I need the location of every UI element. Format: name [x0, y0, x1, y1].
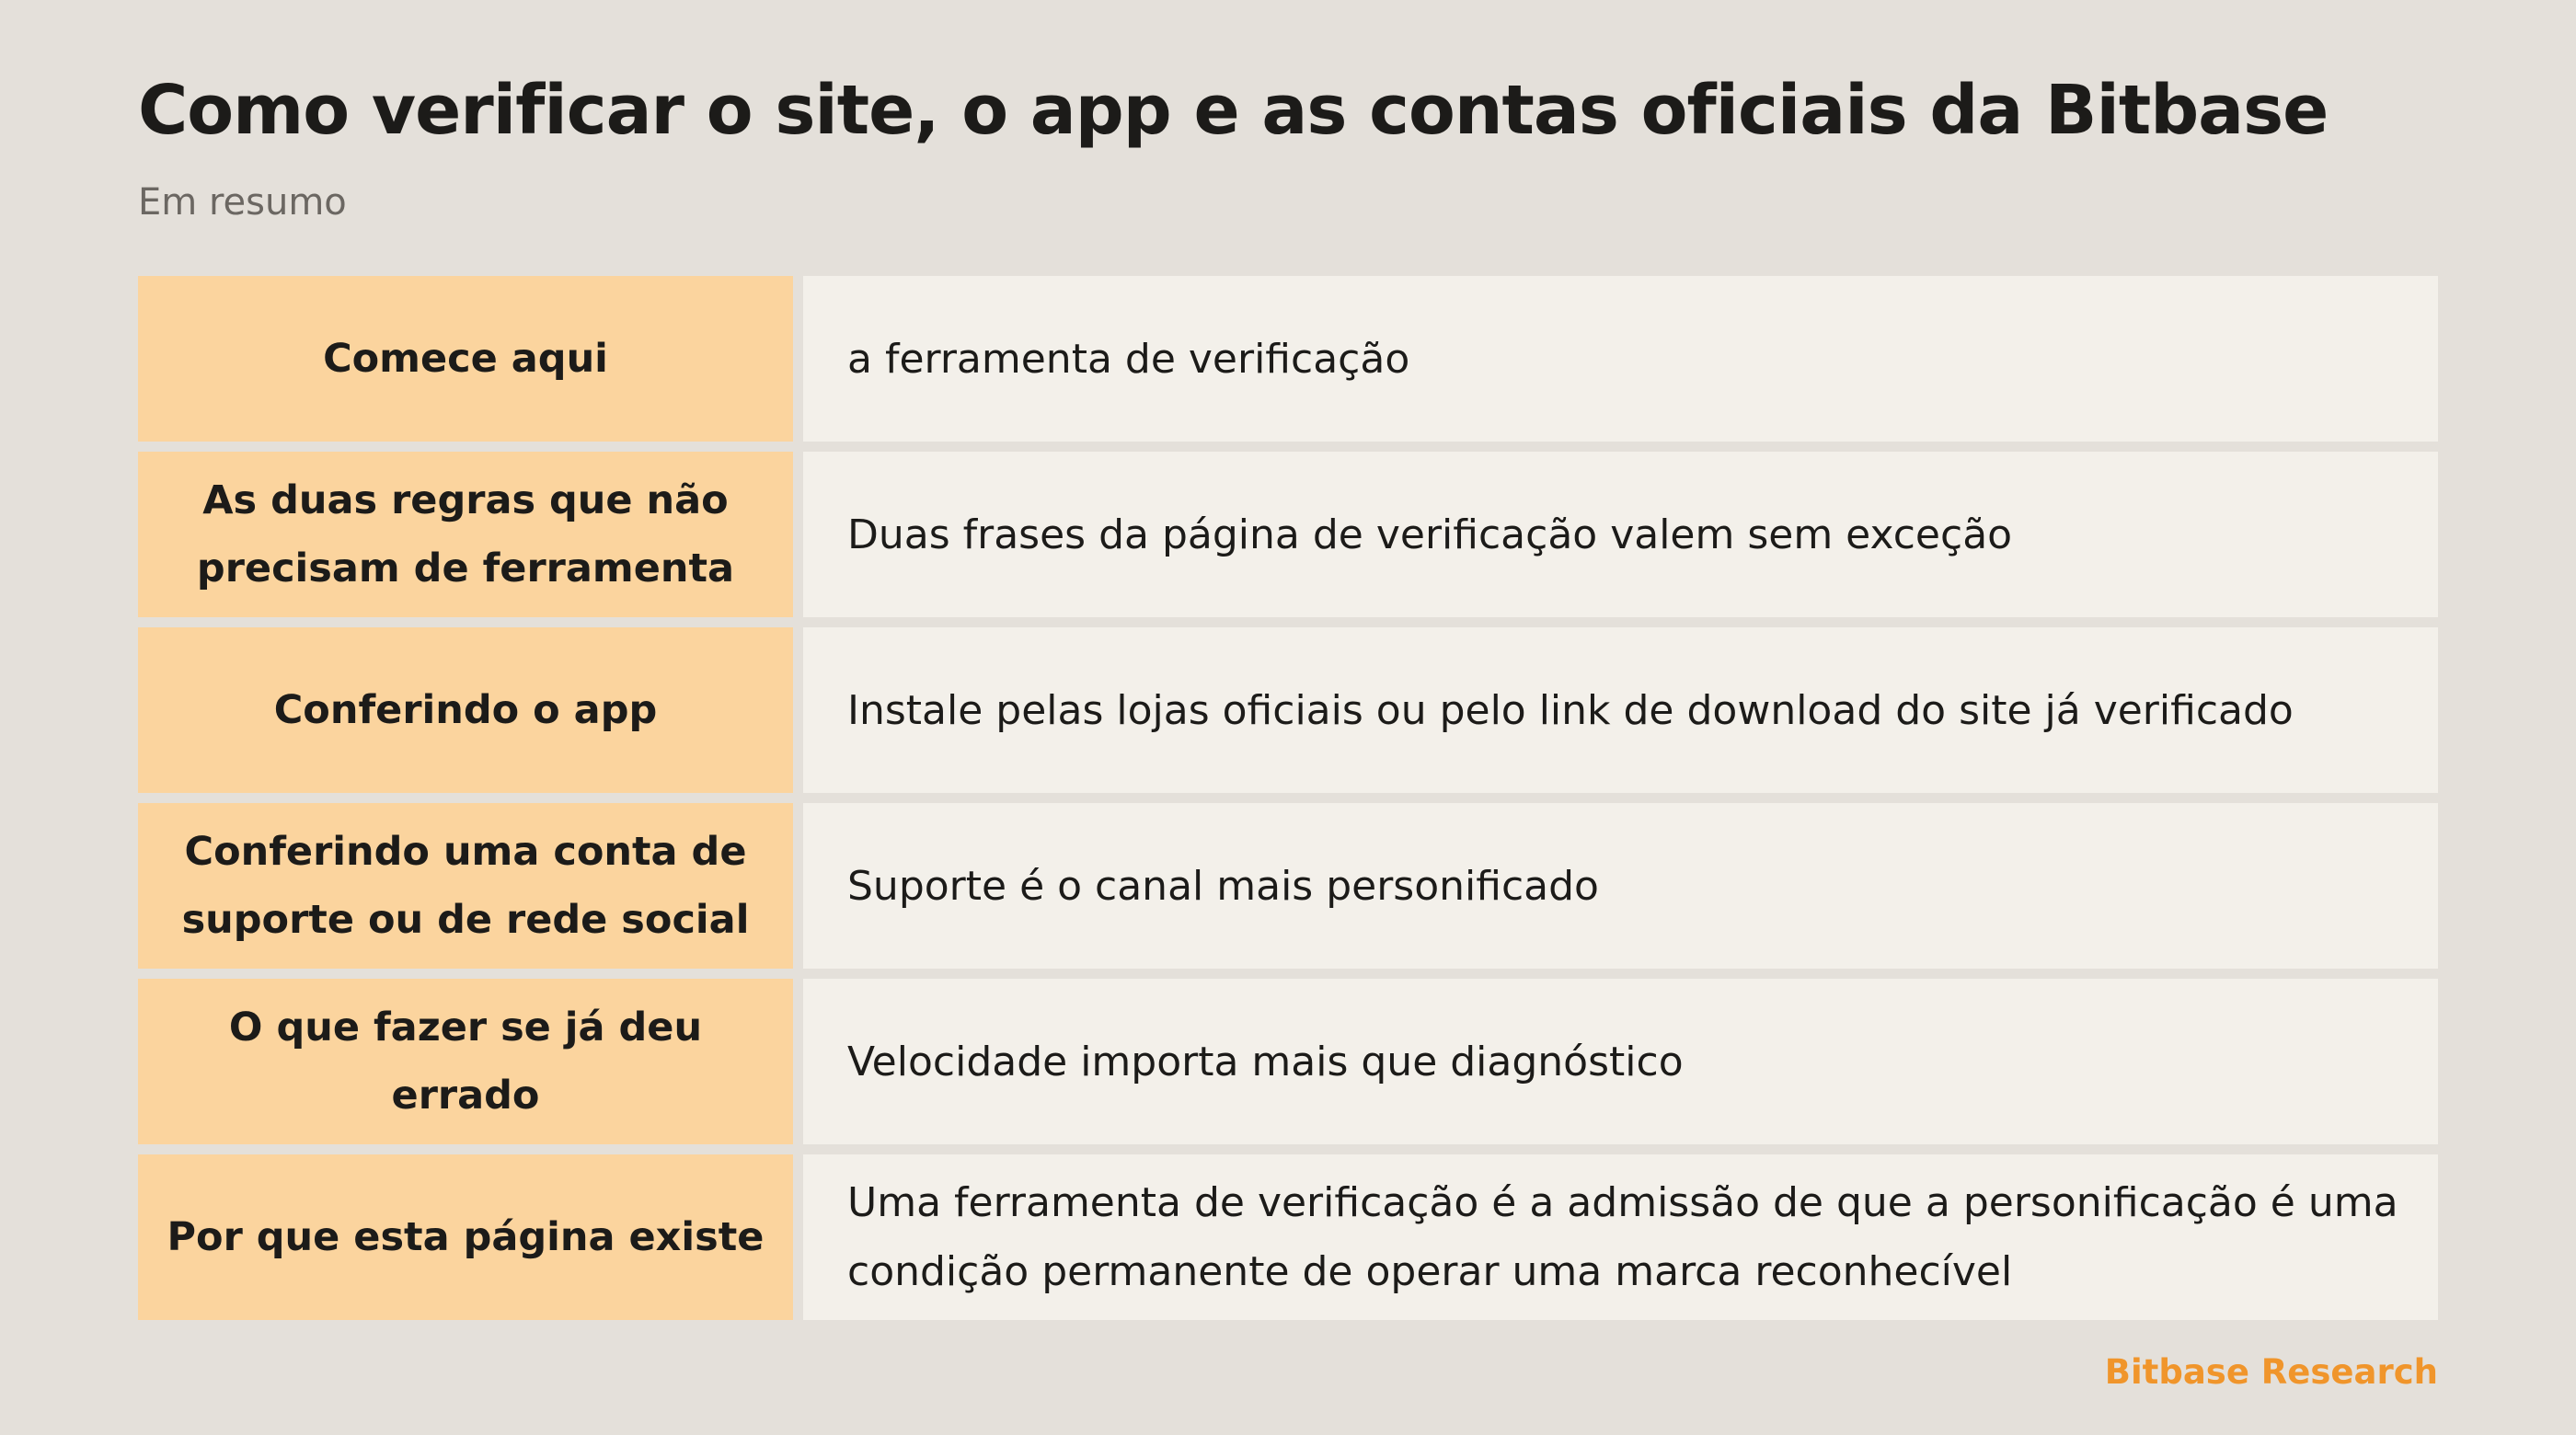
row-label-cell — [138, 276, 793, 442]
row-label: Conferindo uma conta de suporte ou de rede social — [181, 829, 750, 943]
row-value-cell — [803, 803, 2438, 969]
row-value-cell — [803, 1154, 2438, 1320]
row-label-cell — [138, 1154, 793, 1320]
summary-row — [138, 979, 2438, 1144]
page-title: Como verificar o site, o app e as contas oficiais da Bitbase — [138, 71, 2329, 150]
summary-table — [138, 276, 2438, 1320]
row-label: As duas regras que não precisam de ferramenta — [196, 477, 735, 591]
footer-brand: Bitbase Research — [2104, 1352, 2438, 1392]
row-label-cell — [138, 979, 793, 1144]
row-label: Conferindo o app — [273, 687, 658, 733]
row-value-cell — [803, 627, 2438, 793]
row-label: O que fazer se já deu errado — [228, 1004, 703, 1119]
row-value-cell — [803, 979, 2438, 1144]
row-value: Suporte é o canal mais personificado — [847, 862, 1599, 910]
row-value: Instale pelas lojas oficiais ou pelo link de download do site já verificado — [847, 686, 2294, 734]
row-value: Duas frases da página de verificação valem sem exceção — [847, 511, 2013, 558]
row-value-cell — [803, 276, 2438, 442]
row-value: Uma ferramenta de verificação é a admissão de que a personificação é uma condição permanente de operar uma marca reconhecível — [847, 1179, 2398, 1295]
row-label-cell — [138, 803, 793, 969]
summary-row — [138, 276, 2438, 442]
row-label: Comece aqui — [323, 336, 608, 382]
row-value-cell — [803, 452, 2438, 617]
summary-row — [138, 1154, 2438, 1320]
summary-row — [138, 803, 2438, 969]
summary-row — [138, 627, 2438, 793]
row-value: a ferramenta de verificação — [847, 335, 1410, 383]
page-subtitle: Em resumo — [138, 181, 347, 224]
row-label-cell — [138, 452, 793, 617]
row-label: Por que esta página existe — [167, 1214, 765, 1260]
summary-row — [138, 452, 2438, 617]
row-value: Velocidade importa mais que diagnóstico — [847, 1038, 1684, 1085]
row-label-cell — [138, 627, 793, 793]
